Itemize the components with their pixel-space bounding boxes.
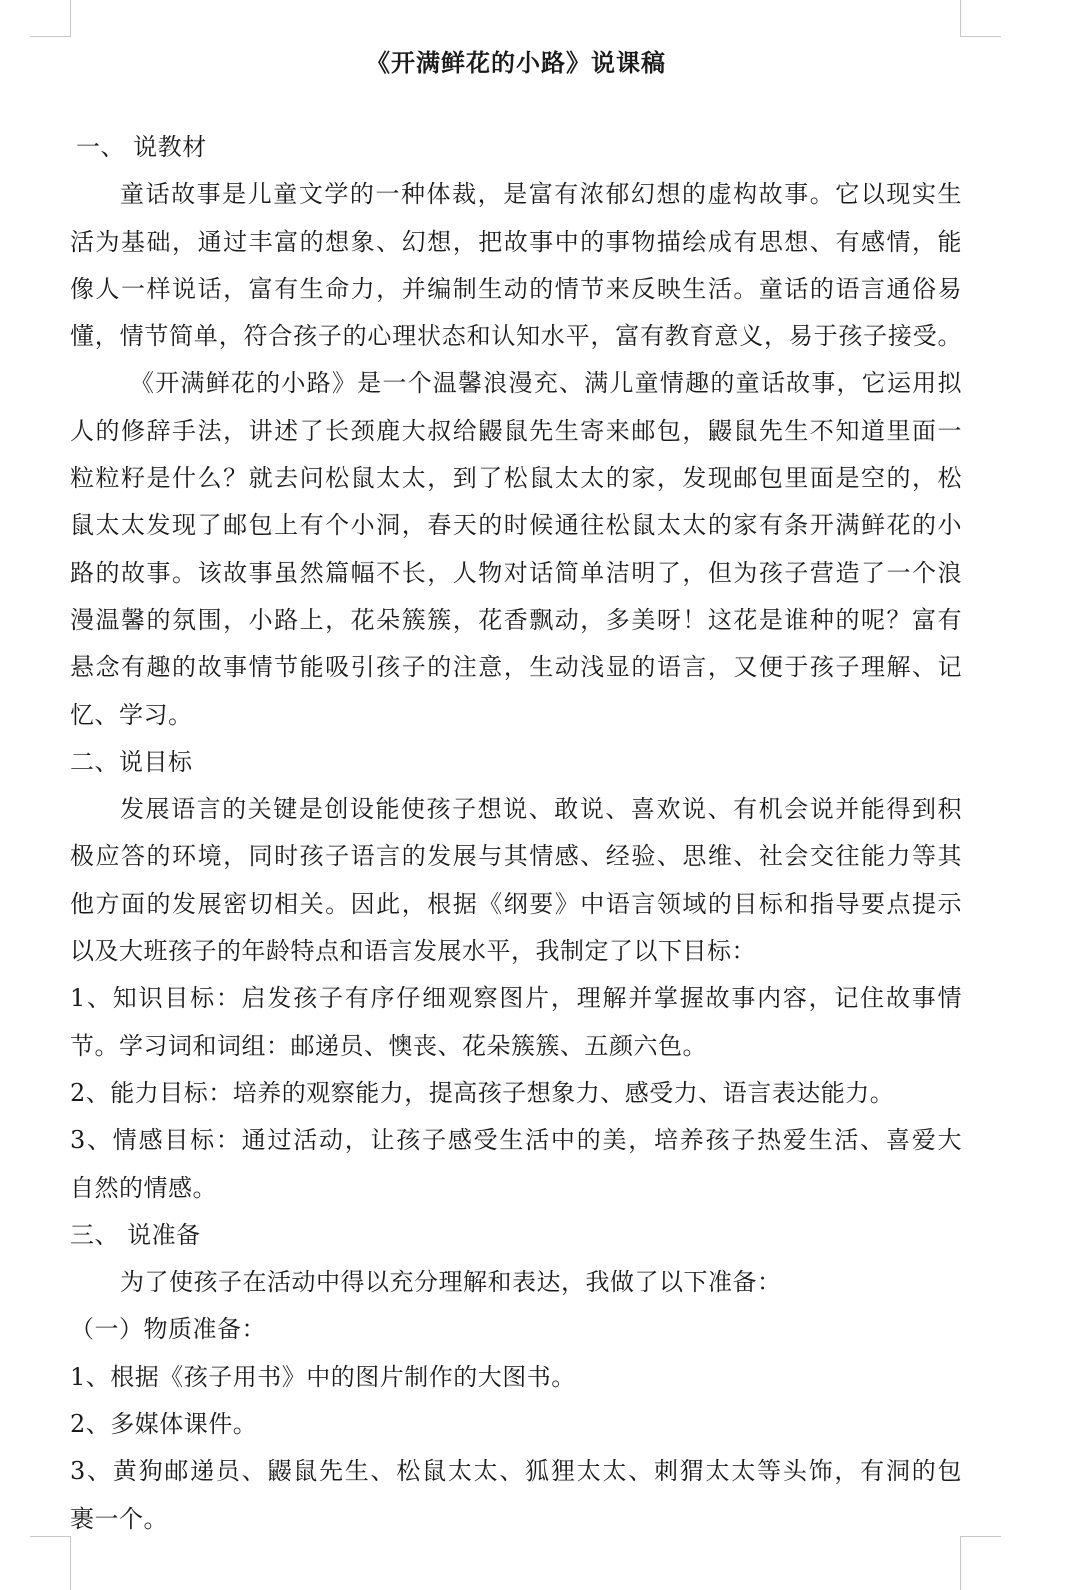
section-heading-teaching-material: 一、 说教材 — [76, 133, 207, 161]
section-heading-preparation: 三、 说准备 — [70, 1220, 201, 1249]
objective-knowledge: 1、知识目标：启发孩子有序仔细观察图片，理解并掌握故事内容，记住故事情 — [70, 984, 962, 1013]
objective-emotion: 3、情感目标：通过活动，让孩子感受生活中的美，培养孩子热爱生活、喜爱大 — [70, 1126, 962, 1155]
paragraph-line: 为了使孩子在活动中得以充分理解和表达，我做了以下准备： — [120, 1268, 782, 1297]
page-corner-mark-top-right — [960, 0, 1001, 37]
page-corner-mark-bottom-right — [960, 1536, 1001, 1590]
paragraph-line: 《开满鲜花的小路》是一个温馨浪漫充、满儿童情趣的童话故事，它运用拟 — [130, 369, 962, 398]
paragraph-line: 活为基础，通过丰富的想象、幻想，把故事中的事物描绘成有思想、有感情，能 — [70, 227, 962, 256]
paragraph-line: 路的故事。该故事虽然篇幅不长，人物对话简单洁明了，但为孩子营造了一个浪 — [70, 558, 962, 587]
document-page — [70, 38, 962, 1533]
paragraph-line: 人的修辞手法，讲述了长颈鹿大叔给鼹鼠先生寄来邮包，鼹鼠先生不知道里面一 — [70, 416, 962, 445]
list-item: 1、根据《孩子用书》中的图片制作的大图书。 — [70, 1362, 576, 1391]
paragraph-line: 忆、学习。 — [70, 700, 193, 729]
paragraph-line: 节。学习词和词组：邮递员、懊丧、花朵簇簇、五颜六色。 — [70, 1031, 707, 1060]
paragraph-line: 童话故事是儿童文学的一种体裁，是富有浓郁幻想的虚构故事。它以现实生 — [120, 180, 962, 209]
list-item: 3、黄狗邮递员、鼹鼠先生、松鼠太太、狐狸太太、刺猬太太等头饰，有洞的包 — [70, 1457, 962, 1486]
document-title: 《开满鲜花的小路》说课稿 — [366, 48, 666, 77]
paragraph-line: 懂，情节简单，符合孩子的心理状态和认知水平，富有教育意义，易于孩子接受。 — [70, 322, 962, 351]
list-item: 2、多媒体课件。 — [70, 1410, 258, 1439]
paragraph-line: 裹一个。 — [70, 1504, 168, 1533]
page-corner-mark-top-left — [30, 0, 71, 37]
paragraph-line: 像人一样说话，富有生命力，并编制生动的情节来反映生活。童话的语言通俗易 — [70, 274, 962, 303]
paragraph-line: 以及大班孩子的年龄特点和语言发展水平，我制定了以下目标： — [70, 937, 756, 966]
subheading-material-preparation: （一）物质准备： — [70, 1315, 266, 1344]
paragraph-line: 自然的情感。 — [70, 1173, 217, 1202]
paragraph-line: 发展语言的关键是创设能使孩子想说、敢说、喜欢说、有机会说并能得到积 — [120, 795, 962, 824]
paragraph-line: 极应答的环境，同时孩子语言的发展与其情感、经验、思维、社会交往能力等其 — [70, 842, 962, 871]
section-heading-objectives: 二、说目标 — [70, 747, 193, 776]
objective-ability: 2、能力目标：培养的观察能力，提高孩子想象力、感受力、语言表达能力。 — [70, 1078, 895, 1107]
document-body — [70, 124, 962, 1543]
paragraph-line: 悬念有趣的故事情节能吸引孩子的注意，生动浅显的语言，又便于孩子理解、记 — [70, 653, 962, 682]
paragraph-line: 粒粒籽是什么？就去问松鼠太太，到了松鼠太太的家，发现邮包里面是空的，松 — [70, 464, 962, 493]
page-corner-mark-bottom-left — [30, 1536, 71, 1590]
paragraph-line: 鼠太太发现了邮包上有个小洞，春天的时候通往松鼠太太的家有条开满鲜花的小 — [70, 511, 962, 540]
paragraph-line: 他方面的发展密切相关。因此，根据《纲要》中语言领域的目标和指导要点提示 — [70, 889, 962, 918]
paragraph-line: 漫温馨的氛围，小路上，花朵簇簇，花香飘动，多美呀！这花是谁种的呢？富有 — [70, 605, 962, 634]
